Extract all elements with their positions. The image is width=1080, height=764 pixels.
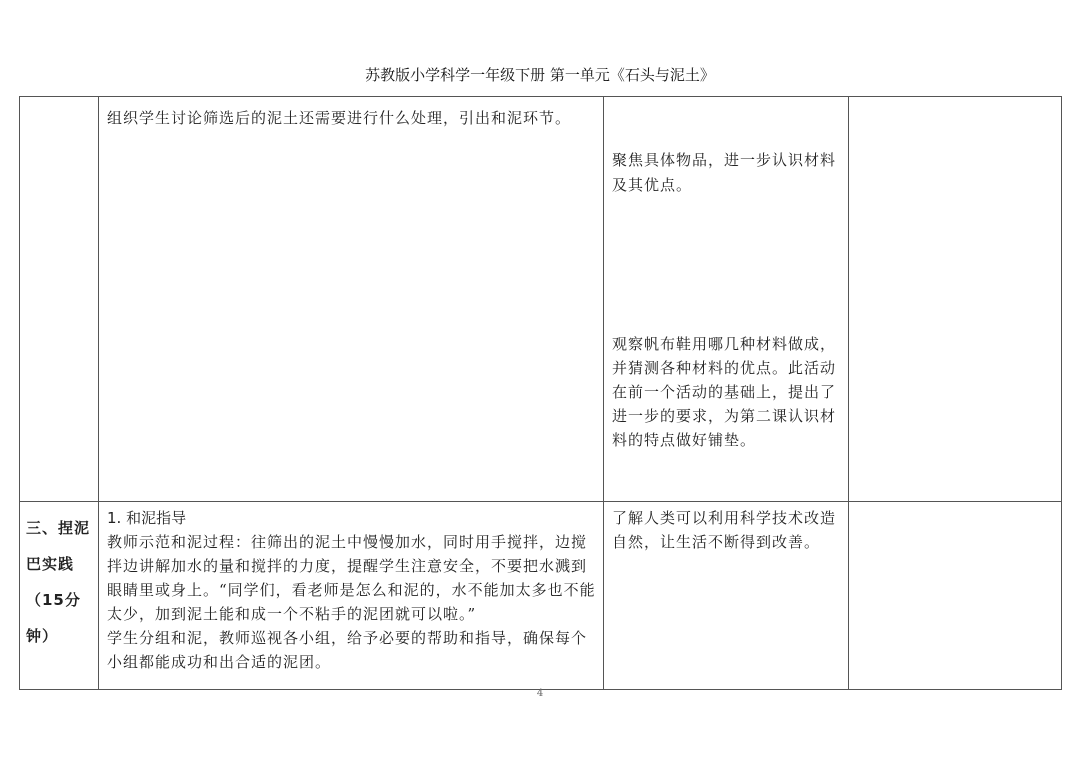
lesson-plan-table — [19, 96, 1062, 690]
activity-cell — [99, 97, 604, 502]
design-intent-cell — [604, 97, 849, 502]
page-header-title: 苏教版小学科学一年级下册 第一单元《石头与泥土》 — [365, 66, 715, 84]
design-intent-text: 聚焦具体物品，进一步认识材料及其优点。 — [612, 151, 837, 194]
stage-label: 三、捏泥巴实践（15分钟） — [26, 518, 91, 645]
activity-text: 教师示范和泥过程：往筛出的泥土中慢慢加水，同时用手搅拌，边搅拌边讲解加水的量和搅拌的力度，提醒学生注意安全，不要把水溅到眼睛里或身上。“同学们，看老师是怎么和泥的，水不能加太多也不能太少，加到泥土能和成一个不粘手的泥团就可以啦。” — [107, 532, 596, 623]
page-number: 4 — [536, 688, 544, 699]
design-intent-text: 了解人类可以利用科学技术改造自然，让生活不断得到改善。 — [612, 508, 837, 551]
step-title: 1. 和泥指导 — [107, 508, 187, 527]
table-row — [20, 97, 1062, 502]
activity-cell — [99, 501, 604, 689]
activity-text: 组织学生讨论筛选后的泥土还需要进行什么处理，引出和泥环节。 — [107, 109, 572, 127]
notes-cell — [849, 501, 1062, 689]
activity-text: 学生分组和泥，教师巡视各小组，给予必要的帮助和指导，确保每个小组都能成功和出合适的泥团。 — [107, 628, 588, 671]
stage-cell — [20, 501, 99, 689]
notes-cell — [849, 97, 1062, 502]
design-intent-cell — [604, 501, 849, 689]
table-row — [20, 501, 1062, 689]
stage-cell — [20, 97, 99, 502]
design-intent-text: 观察帆布鞋用哪几种材料做成，并猜测各种材料的优点。此活动在前一个活动的基础上，提出了进一步的要求，为第二课认识材料的特点做好铺垫。 — [612, 335, 837, 449]
